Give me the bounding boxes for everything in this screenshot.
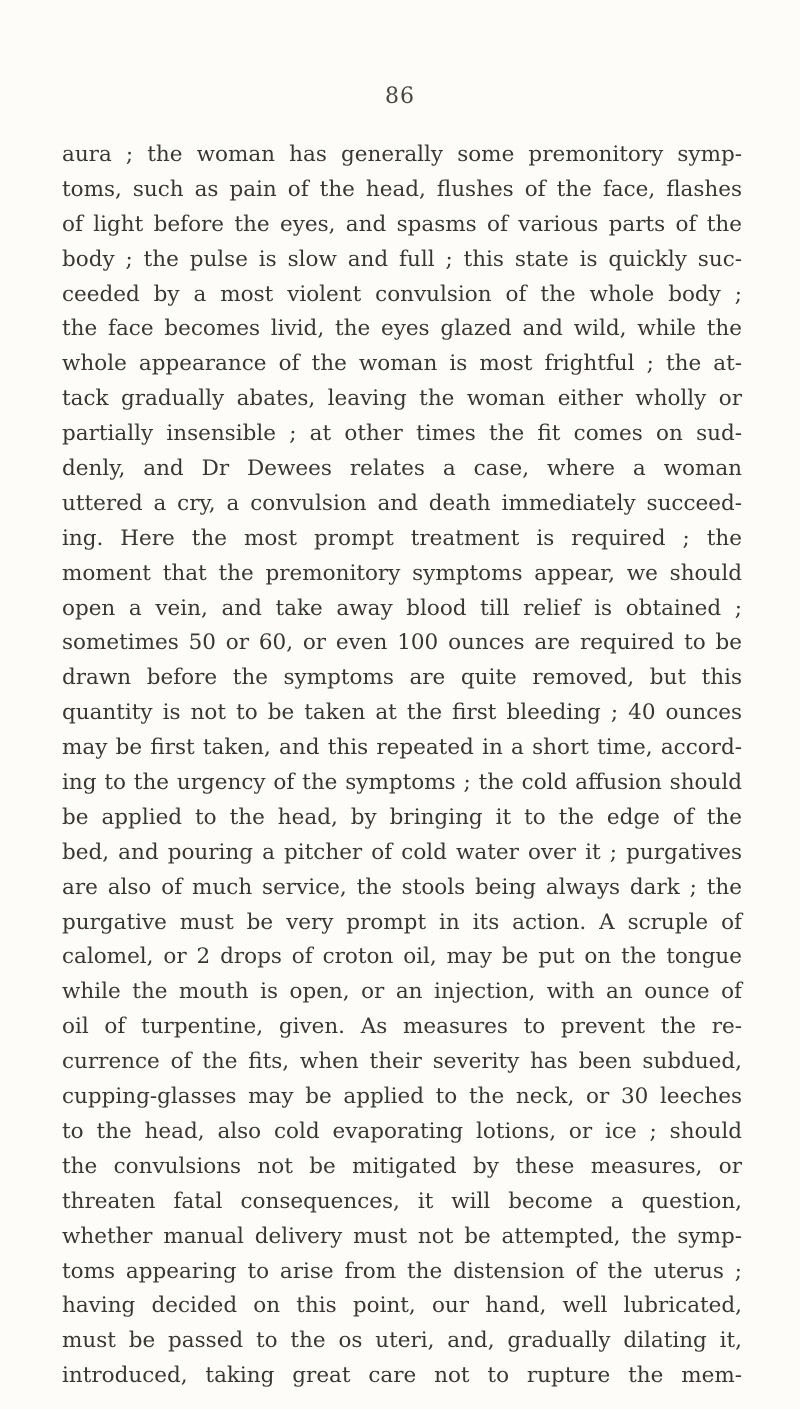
text-line: bed, and pouring a pitcher of cold water over it ; purgatives [62,839,742,865]
text-line: are also of much service, the stools being always dark ; the [62,874,742,900]
page-number: 86 [385,84,415,109]
text-line: moment that the premonitory symptoms appear, we should [62,560,742,586]
text-line: aura ; the woman has generally some premonitory symp- [62,142,742,167]
text-line: body ; the pulse is slow and full ; this state is quickly suc- [62,246,742,272]
text-line: threaten fatal consequences, it will become a question, [62,1188,742,1214]
text-line: ing. Here the most prompt treatment is required ; the [62,525,742,551]
text-line: ing to the urgency of the symptoms ; the cold affusion should [62,770,742,796]
text-line: must be passed to the os uteri, and, gradually dilating it, [62,1328,742,1354]
text-line: ceeded by a most violent convulsion of the whole body ; [62,281,742,307]
text-line: toms, such as pain of the head, flushes of the face, flashes [62,176,742,202]
text-line: open a vein, and take away blood till relief is obtained ; [62,595,742,621]
text-line: sometimes 50 or 60, or even 100 ounces are required to be [62,630,742,656]
text-line: the convulsions not be mitigated by these measures, or [62,1153,742,1179]
text-line: having decided on this point, our hand, well lubricated, [62,1293,742,1319]
text-line: partially insensible ; at other times the fit comes on sud- [62,421,742,447]
text-line: oil of turpentine, given. As measures to prevent the re- [62,1014,742,1040]
text-line: uttered a cry, a convulsion and death immediately succeed- [62,490,742,516]
text-line: be applied to the head, by bringing it to the edge of the [62,804,742,830]
body-text [62,138,742,1394]
text-line: whole appearance of the woman is most frightful ; the at- [62,351,742,377]
text-line: tack gradually abates, leaving the woman either wholly or [62,386,742,412]
text-line: whether manual delivery must not be attempted, the symp- [62,1223,742,1249]
text-line: may be first taken, and this repeated in a short time, accord- [62,735,742,761]
text-line: toms appearing to arise from the distension of the uterus ; [62,1258,742,1284]
text-line: introduced, taking great care not to rupture the mem- [62,1363,742,1389]
text-line: denly, and Dr Dewees relates a case, where a woman [62,456,742,482]
text-line: the face becomes livid, the eyes glazed and wild, while the [62,316,742,342]
text-line: currence of the fits, when their severity has been subdued, [62,1049,742,1075]
text-line: while the mouth is open, or an injection, with an ounce of [62,979,742,1005]
text-line: of light before the eyes, and spasms of various parts of the [62,211,742,237]
text-line: cupping-glasses may be applied to the neck, or 30 leeches [62,1084,742,1110]
text-line: drawn before the symptoms are quite removed, but this [62,665,742,691]
text-line: quantity is not to be taken at the first bleeding ; 40 ounces [62,700,742,726]
text-line: purgative must be very prompt in its action. A scruple of [62,909,742,935]
text-line: calomel, or 2 drops of croton oil, may be put on the tongue [62,944,742,970]
text-line: to the head, also cold evaporating lotions, or ice ; should [62,1118,742,1144]
